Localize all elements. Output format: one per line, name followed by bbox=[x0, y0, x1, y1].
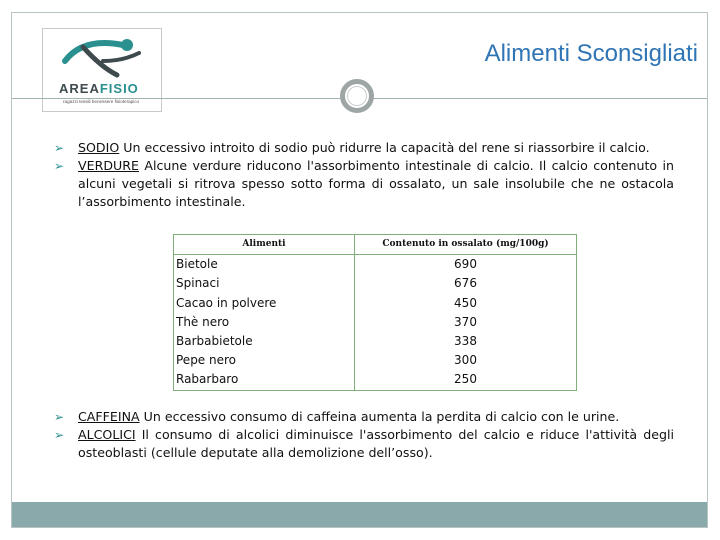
oxalate-value: 250 bbox=[355, 370, 577, 390]
oxalate-value: 690 bbox=[355, 255, 577, 275]
bullet-text: Un eccessivo introito di sodio può ridurre la capacità del rene si riassorbire il calcio. bbox=[119, 140, 650, 155]
arrow-bullet-icon: ➢ bbox=[54, 410, 65, 424]
footer-bar bbox=[12, 502, 707, 527]
logo-wordmark: AREAFISIO bbox=[59, 81, 139, 96]
arrow-bullet-icon: ➢ bbox=[54, 159, 65, 173]
column-header-oxalate: Contenuto in ossalato (mg/100g) bbox=[355, 235, 577, 255]
column-header-food: Alimenti bbox=[174, 235, 355, 255]
oxalate-value: 370 bbox=[355, 313, 577, 332]
logo bbox=[42, 28, 162, 112]
food-name: Bietole bbox=[174, 255, 355, 275]
table-row bbox=[174, 255, 577, 275]
table-row bbox=[174, 351, 577, 370]
ring-ornament-icon bbox=[340, 79, 374, 113]
page-title: Alimenti Sconsigliati bbox=[484, 40, 698, 67]
oxalate-value: 300 bbox=[355, 351, 577, 370]
table-row bbox=[174, 274, 577, 293]
table-row bbox=[174, 370, 577, 390]
logo-tagline: ragazzi tessili benessere fisioterapico bbox=[63, 99, 140, 104]
bullet-term: VERDURE bbox=[78, 158, 139, 173]
arrow-bullet-icon: ➢ bbox=[54, 141, 65, 155]
oxalate-value: 338 bbox=[355, 332, 577, 351]
food-name: Spinaci bbox=[174, 274, 355, 293]
food-name: Cacao in polvere bbox=[174, 294, 355, 313]
bullet-list-bottom bbox=[54, 408, 674, 462]
food-name: Pepe nero bbox=[174, 351, 355, 370]
table-header-row bbox=[174, 235, 577, 255]
table-row bbox=[174, 313, 577, 332]
bullet-list-top bbox=[54, 139, 674, 211]
food-name: Barbabietole bbox=[174, 332, 355, 351]
list-item bbox=[54, 139, 674, 157]
table-row bbox=[174, 332, 577, 351]
list-item bbox=[54, 426, 674, 462]
bullet-term: ALCOLICI bbox=[78, 427, 136, 442]
bullet-term: SODIO bbox=[78, 140, 120, 155]
bullet-term: CAFFEINA bbox=[78, 409, 140, 424]
list-item bbox=[54, 408, 674, 426]
arrow-bullet-icon: ➢ bbox=[54, 428, 65, 442]
list-item bbox=[54, 157, 674, 211]
food-name: Thè nero bbox=[174, 313, 355, 332]
oxalate-value: 676 bbox=[355, 274, 577, 293]
food-name: Rabarbaro bbox=[174, 370, 355, 390]
table-row bbox=[174, 294, 577, 313]
logo-figure-icon bbox=[43, 31, 161, 81]
bullet-text: Alcune verdure riducono l'assorbimento intestinale di calcio. Il calcio contenuto in alcuni vegetali si ritrova spesso sotto forma di ossalato, un sale insolubile che ne ostacola l’assorbimento intestinale. bbox=[78, 158, 674, 209]
bullet-text: Il consumo di alcolici diminuisce l'assorbimento del calcio e riduce l'attività degli osteoblasti (cellule deputate alla demolizione dell’osso). bbox=[78, 427, 674, 460]
oxalate-table bbox=[173, 234, 577, 391]
oxalate-value: 450 bbox=[355, 294, 577, 313]
bullet-text: Un eccessivo consumo di caffeina aumenta la perdita di calcio con le urine. bbox=[139, 409, 620, 424]
